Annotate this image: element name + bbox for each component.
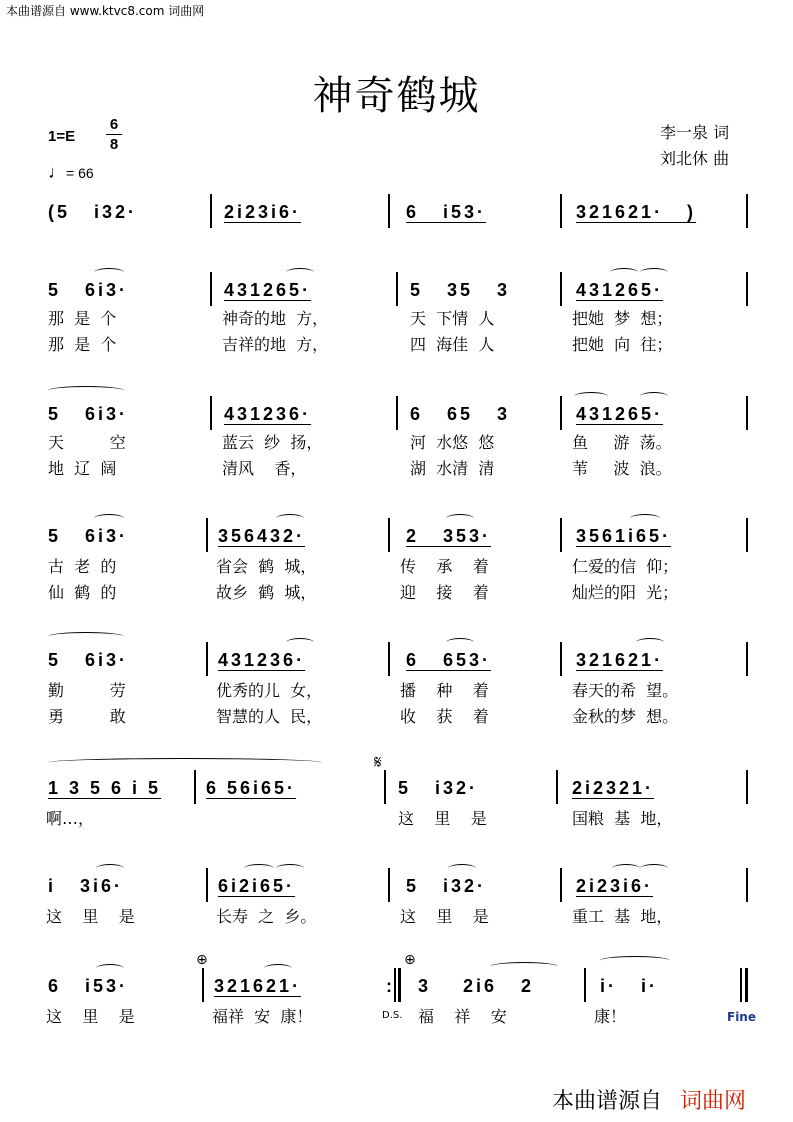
final-barline xyxy=(745,968,748,1002)
measure: i 3i6· xyxy=(48,876,124,896)
lyric-line: 河 水悠 悠 xyxy=(410,433,495,452)
lyric-line: 天 下情 人 xyxy=(410,309,495,328)
measure: 6 65 3 xyxy=(410,404,511,424)
lyric-line: 神奇的地 方， xyxy=(222,309,329,328)
barline xyxy=(556,770,558,804)
barline xyxy=(202,968,204,1002)
time-signature-bottom: 8 xyxy=(109,136,119,153)
lyric-line: 收 获 着 xyxy=(400,707,489,726)
time-signature xyxy=(106,116,122,153)
measure: 3561i65· xyxy=(576,526,672,546)
lyric-line: 鱼 游 荡。 xyxy=(572,433,672,452)
lyric-line: 仙 鹤 的 xyxy=(48,583,117,602)
lyric-line: 把她 梦 想； xyxy=(572,309,673,328)
slur xyxy=(600,956,670,965)
measure: 6 56i65· xyxy=(206,778,297,798)
song-title: 神奇鹤城 xyxy=(312,73,481,119)
barline xyxy=(388,868,390,902)
lyric-line: 智慧的人 民， xyxy=(216,707,323,726)
measure: 5 i32· xyxy=(406,876,487,896)
lyric-line: 蓝云 纱 扬， xyxy=(222,433,323,452)
barline xyxy=(746,518,748,552)
measure: 1 3 5 6 i 5 xyxy=(48,778,162,798)
time-signature-top: 6 xyxy=(109,116,119,133)
lyric-line: 勇 敢 xyxy=(48,707,126,726)
lyric-line: 地 辽 阔 xyxy=(48,459,117,478)
lyric-line: 湖 水清 清 xyxy=(410,459,495,478)
slur xyxy=(612,864,640,873)
measure: 431236· xyxy=(218,650,306,670)
score-row-intro xyxy=(0,202,793,226)
measure: 356432· xyxy=(218,526,306,546)
barline xyxy=(194,770,196,804)
score-row-7 xyxy=(0,976,793,1000)
quarter-note-icon: ♩ xyxy=(48,162,66,182)
barline xyxy=(584,968,586,1002)
slur xyxy=(446,638,474,647)
measure: 6 i53· xyxy=(48,976,129,996)
lyric-line: 清风 香， xyxy=(222,459,307,478)
slur xyxy=(96,864,124,873)
slur xyxy=(640,392,668,401)
barline xyxy=(210,194,212,228)
measure: 5 6i3· xyxy=(48,280,129,300)
measure: 431265· xyxy=(576,404,664,424)
barline xyxy=(206,518,208,552)
slur xyxy=(630,514,660,523)
ds-marking: D.S. xyxy=(382,1010,403,1021)
slur xyxy=(448,864,476,873)
measure: 3 2i6 2 xyxy=(418,976,535,996)
slur xyxy=(264,964,292,973)
tempo-marking xyxy=(48,162,94,183)
tempo-value: = 66 xyxy=(66,165,94,181)
barline xyxy=(388,194,390,228)
measure: 321621· xyxy=(214,976,302,996)
barline xyxy=(746,770,748,804)
lyric-line: 康！ xyxy=(594,1007,627,1026)
coda-icon: ⊕ xyxy=(196,952,208,968)
slur xyxy=(446,514,474,523)
source-watermark: 本曲谱源自 www.ktvc8.com 词曲网 xyxy=(6,4,205,18)
measure: 6 653· xyxy=(406,650,492,670)
slur xyxy=(96,964,124,973)
lyric-line: 把她 向 往； xyxy=(572,335,673,354)
repeat-sign: : xyxy=(386,976,392,996)
measure: 2i2321· xyxy=(572,778,655,798)
slur xyxy=(48,758,322,767)
footer-source xyxy=(552,1084,746,1115)
lyric-line: 播 种 着 xyxy=(400,681,489,700)
measure: 321621· xyxy=(576,650,664,670)
slur xyxy=(610,268,638,277)
barline xyxy=(560,518,562,552)
measure: 2 353· xyxy=(406,526,492,546)
measure: 5 i32· xyxy=(398,778,479,798)
lyric-line: 长寿 之 乡。 xyxy=(216,907,317,926)
slur xyxy=(490,962,558,971)
lyric-line: 这 里 是 xyxy=(46,1007,135,1026)
slur xyxy=(48,386,124,395)
barline xyxy=(206,868,208,902)
lyric-line: 迎 接 着 xyxy=(400,583,489,602)
barline xyxy=(210,272,212,306)
lyric-line: 省会 鹤 城， xyxy=(216,557,317,576)
lyric-line: 仁爱的信 仰； xyxy=(572,557,679,576)
barline xyxy=(740,968,742,1002)
measure: i· i· xyxy=(600,976,658,996)
footer-left: 本曲谱源自 xyxy=(552,1089,663,1114)
slur xyxy=(94,268,124,277)
barline xyxy=(746,868,748,902)
measure: 321621· ) xyxy=(576,202,697,222)
measure: 5 6i3· xyxy=(48,650,129,670)
score-row-4 xyxy=(0,650,793,674)
score-row-2 xyxy=(0,404,793,428)
barline xyxy=(396,396,398,430)
lyric-line: 啊…， xyxy=(46,809,95,828)
fine-marking: Fine xyxy=(727,1010,756,1024)
slur xyxy=(286,638,314,647)
measure: 6i2i65· xyxy=(218,876,296,896)
lyric-line: 福 祥 安 xyxy=(418,1007,507,1026)
measure: 2i23i6· xyxy=(576,876,654,896)
measure: 431265· xyxy=(576,280,664,300)
measure: 431236· xyxy=(224,404,312,424)
barline xyxy=(384,770,386,804)
lyric-line: 吉祥的地 方， xyxy=(222,335,329,354)
lyric-line: 那 是 个 xyxy=(48,335,117,354)
lyric-line: 四 海佳 人 xyxy=(410,335,495,354)
lyric-line: 重工 基 地， xyxy=(572,907,673,926)
slur xyxy=(276,864,304,873)
barline xyxy=(560,642,562,676)
barline xyxy=(388,642,390,676)
slur xyxy=(94,514,124,523)
lyric-line: 优秀的儿 女， xyxy=(216,681,323,700)
measure: 5 35 3 xyxy=(410,280,511,300)
slur xyxy=(286,268,314,277)
lyric-line: 春天的希 望。 xyxy=(572,681,679,700)
slur xyxy=(640,268,668,277)
measure: 2i23i6· xyxy=(224,202,302,222)
measure: 431265· xyxy=(224,280,312,300)
lyric-line: 那 是 个 xyxy=(48,309,117,328)
barline xyxy=(746,642,748,676)
barline xyxy=(746,396,748,430)
barline xyxy=(394,968,396,1002)
score-row-3 xyxy=(0,526,793,550)
composer-credit: 刘北休 曲 xyxy=(660,149,730,168)
lyric-line: 古 老 的 xyxy=(48,557,117,576)
score-row-1 xyxy=(0,280,793,304)
barline xyxy=(560,868,562,902)
slur xyxy=(636,638,664,647)
lyric-line: 这 里 是 xyxy=(46,907,135,926)
slur xyxy=(244,864,274,873)
measure: (5 i32· xyxy=(48,202,138,222)
barline xyxy=(746,194,748,228)
score-row-5 xyxy=(0,778,793,802)
slur xyxy=(640,864,668,873)
slur xyxy=(48,632,124,641)
barline xyxy=(206,642,208,676)
lyric-line: 国粮 基 地， xyxy=(572,809,673,828)
lyric-line: 金秋的梦 想。 xyxy=(572,707,679,726)
barline xyxy=(398,968,401,1002)
slur xyxy=(574,392,608,401)
barline xyxy=(210,396,212,430)
score-row-6 xyxy=(0,876,793,900)
lyric-line: 传 承 着 xyxy=(400,557,489,576)
footer-right: 词曲网 xyxy=(680,1089,747,1114)
barline xyxy=(560,194,562,228)
measure: 5 6i3· xyxy=(48,526,129,546)
lyric-line: 这 里 是 xyxy=(398,809,487,828)
lyric-line: 勤 劳 xyxy=(48,681,126,700)
barline xyxy=(396,272,398,306)
lyric-line: 灿烂的阳 光； xyxy=(572,583,679,602)
measure: 6 i53· xyxy=(406,202,487,222)
lyric-line: 这 里 是 xyxy=(400,907,489,926)
barline xyxy=(560,396,562,430)
slur xyxy=(276,514,304,523)
barline xyxy=(746,272,748,306)
barline xyxy=(560,272,562,306)
coda-icon: ⊕ xyxy=(404,952,416,968)
barline xyxy=(388,518,390,552)
lyric-line: 天 空 xyxy=(48,433,126,452)
lyric-line: 故乡 鹤 城， xyxy=(216,583,317,602)
lyricist-credit: 李一泉 词 xyxy=(660,123,730,142)
measure: 5 6i3· xyxy=(48,404,129,424)
segno-icon: 𝄋 xyxy=(374,752,382,773)
key-signature: 1=E xyxy=(48,128,76,145)
lyric-line: 福祥 安 康！ xyxy=(212,1007,313,1026)
lyric-line: 苇 波 浪。 xyxy=(572,459,672,478)
